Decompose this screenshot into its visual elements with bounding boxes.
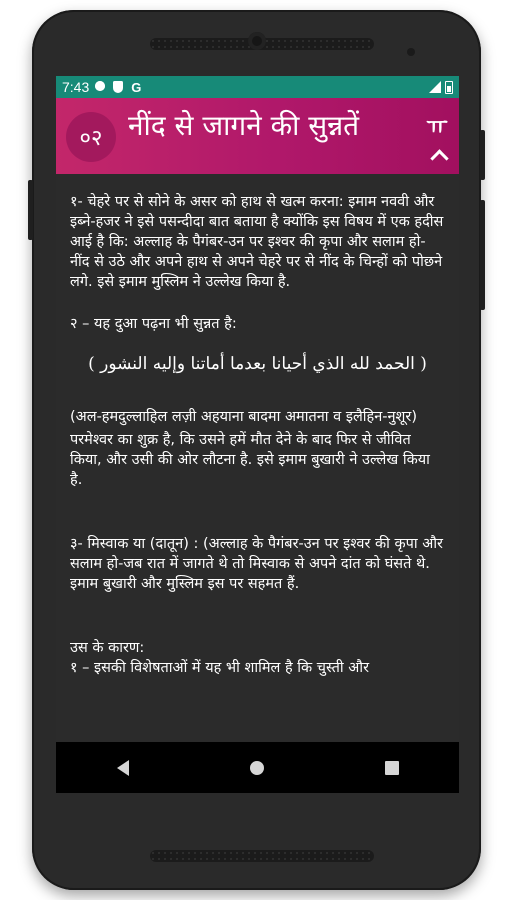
home-icon[interactable] — [250, 761, 264, 775]
proximity-sensor — [407, 48, 415, 56]
bottom-speaker — [150, 850, 374, 862]
article-body — [56, 174, 459, 678]
app-bar — [56, 98, 459, 174]
navigation-bar — [56, 742, 459, 793]
back-icon[interactable] — [117, 760, 129, 776]
status-time: 7:43 — [62, 79, 90, 95]
paragraph-5: ३- मिस्वाक या (दातून) : (अल्लाह के पैगंबर-उन पर इश्वर की कृपा और सलाम हो-जब रात में जागते थे तो मिस्वाक से अपने दांत को घंसते थे. इमाम बुखारी और मुस्लिम इस पर सहमत हैं. — [70, 536, 443, 592]
arabic-dua: ( الحمد لله الذي أحيانا بعدما أماتنا وإليه النشور ) — [88, 354, 427, 374]
signal-icon — [429, 81, 441, 93]
recents-icon[interactable] — [385, 761, 399, 775]
status-bar — [56, 76, 459, 98]
text-size-icon: ㅠ — [426, 114, 448, 139]
side-button — [480, 200, 485, 310]
paragraph-1: १- चेहरे पर से सोने के असर को हाथ से खत्म करना: इमाम नववी और इब्ने-हजर ने इसे पसन्दीदा बात बताया है क्योंकि इस विषय में एक हदीस आई है कि: अल्लाह के पैगंबर-उन पर इश्वर की कृपा और सलाम हो- नींद से उठे और अपने हाथ से अपने चेहरे पर से नींद के चिन्हों को पोछने लगे. इसे इमाम मुस्लिम ने उल्लेख किया है. — [70, 194, 444, 290]
paragraph-7: १ – इसकी विशेषताओं में यह भी शामिल है कि चुस्ती और — [70, 660, 370, 676]
battery-icon — [445, 81, 453, 94]
gear-icon — [95, 81, 107, 93]
page-title: नींद से जागने की सुन्नतें — [128, 109, 360, 142]
paragraph-3: (अल-हमदुल्लाहिल लज़ी अहयाना बादमा अमातना व इलैहिन-नुशूर) — [70, 409, 418, 425]
google-icon: G — [131, 79, 142, 95]
paragraph-6: उस के कारण: — [70, 640, 145, 656]
chapter-number-avatar: ०२ — [66, 112, 116, 162]
volume-button — [28, 180, 33, 240]
paragraph-4: परमेश्वर का शुक्र है, कि उसने हमें मौत देने के बाद फिर से जीवित किया, और उसी की ओर लौटना है. इसे इमाम बुखारी ने उल्लेख किया है. — [70, 432, 430, 488]
paragraph-2: २ – यह दुआ पढ़ना भी सुन्नत है: — [70, 316, 237, 332]
chevron-up-icon[interactable] — [429, 146, 449, 166]
front-camera — [248, 32, 266, 50]
text-size-button[interactable] — [423, 114, 451, 140]
power-button — [480, 130, 485, 180]
app-screen — [56, 76, 459, 793]
shield-icon — [113, 81, 125, 93]
